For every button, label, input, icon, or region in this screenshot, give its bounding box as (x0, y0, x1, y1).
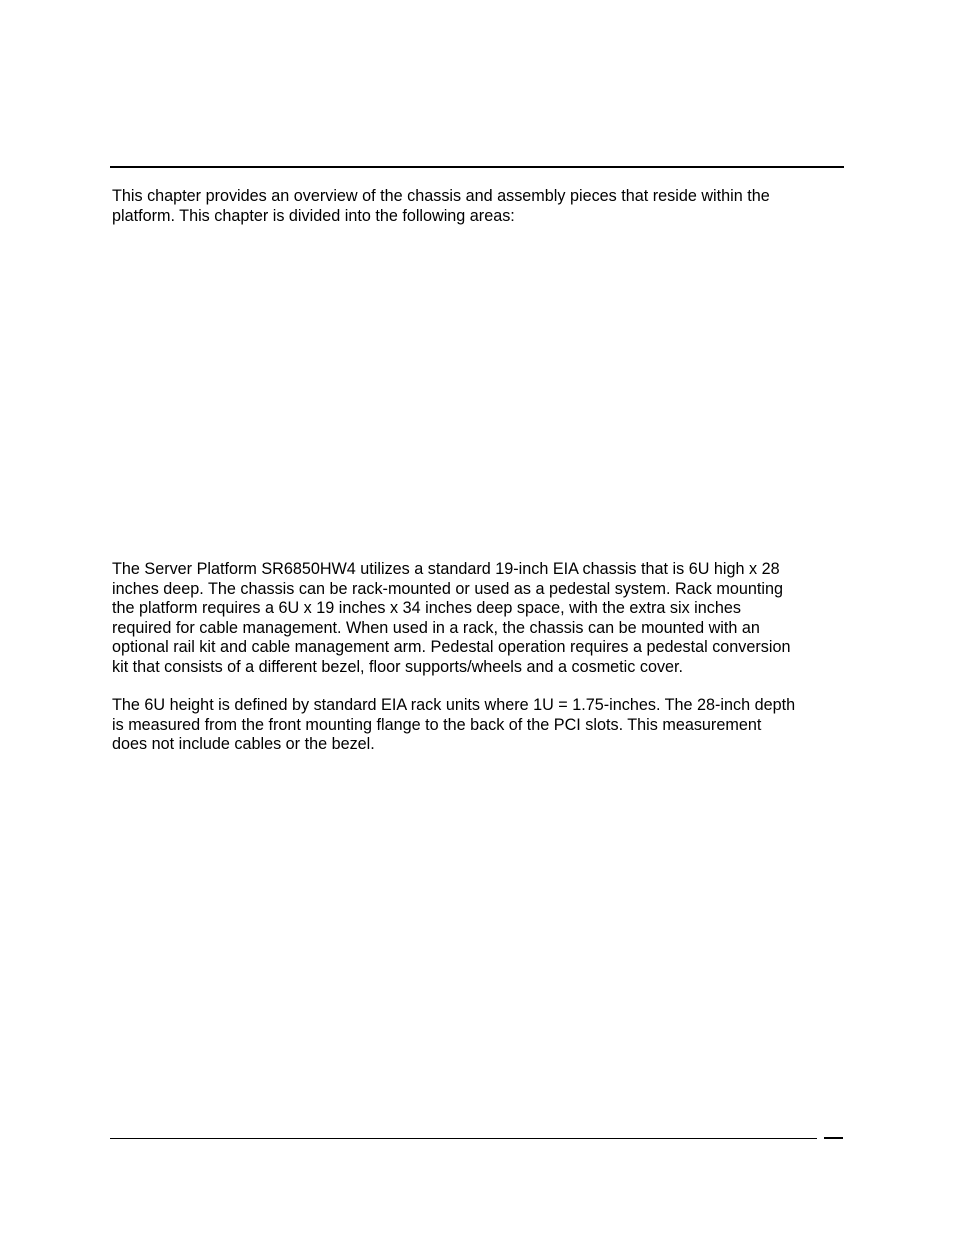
chassis-line-2: inches deep. The chassis can be rack-mounted or used as a pedestal system. Rack mounting (112, 579, 783, 598)
intro-paragraph (112, 187, 842, 226)
header-rule (110, 166, 844, 168)
footer-rule (110, 1138, 817, 1139)
footer-page-mark (824, 1137, 843, 1139)
height-depth-paragraph (112, 696, 842, 755)
chassis-line-5: optional rail kit and cable management arm. Pedestal operation requires a pedestal conversion (112, 638, 791, 657)
height-line-3: does not include cables or the bezel. (112, 735, 375, 754)
chassis-description-paragraph (112, 560, 842, 678)
chassis-line-3: the platform requires a 6U x 19 inches x 34 inches deep space, with the extra six inches (112, 599, 741, 618)
height-line-2: is measured from the front mounting flange to the back of the PCI slots. This measurement (112, 715, 762, 734)
chassis-line-6: kit that consists of a different bezel, floor supports/wheels and a cosmetic cover. (112, 657, 684, 676)
chassis-line-1: The Server Platform SR6850HW4 utilizes a standard 19-inch EIA chassis that is 6U high x 28 (112, 560, 780, 578)
chassis-line-4: required for cable management. When used in a rack, the chassis can be mounted with an (112, 618, 760, 637)
height-line-1: The 6U height is defined by standard EIA rack units where 1U = 1.75-inches. The 28-inch depth (112, 696, 796, 714)
intro-line-1: This chapter provides an overview of the chassis and assembly pieces that reside within the (112, 187, 770, 205)
intro-line-2: platform. This chapter is divided into the following areas: (112, 206, 515, 225)
